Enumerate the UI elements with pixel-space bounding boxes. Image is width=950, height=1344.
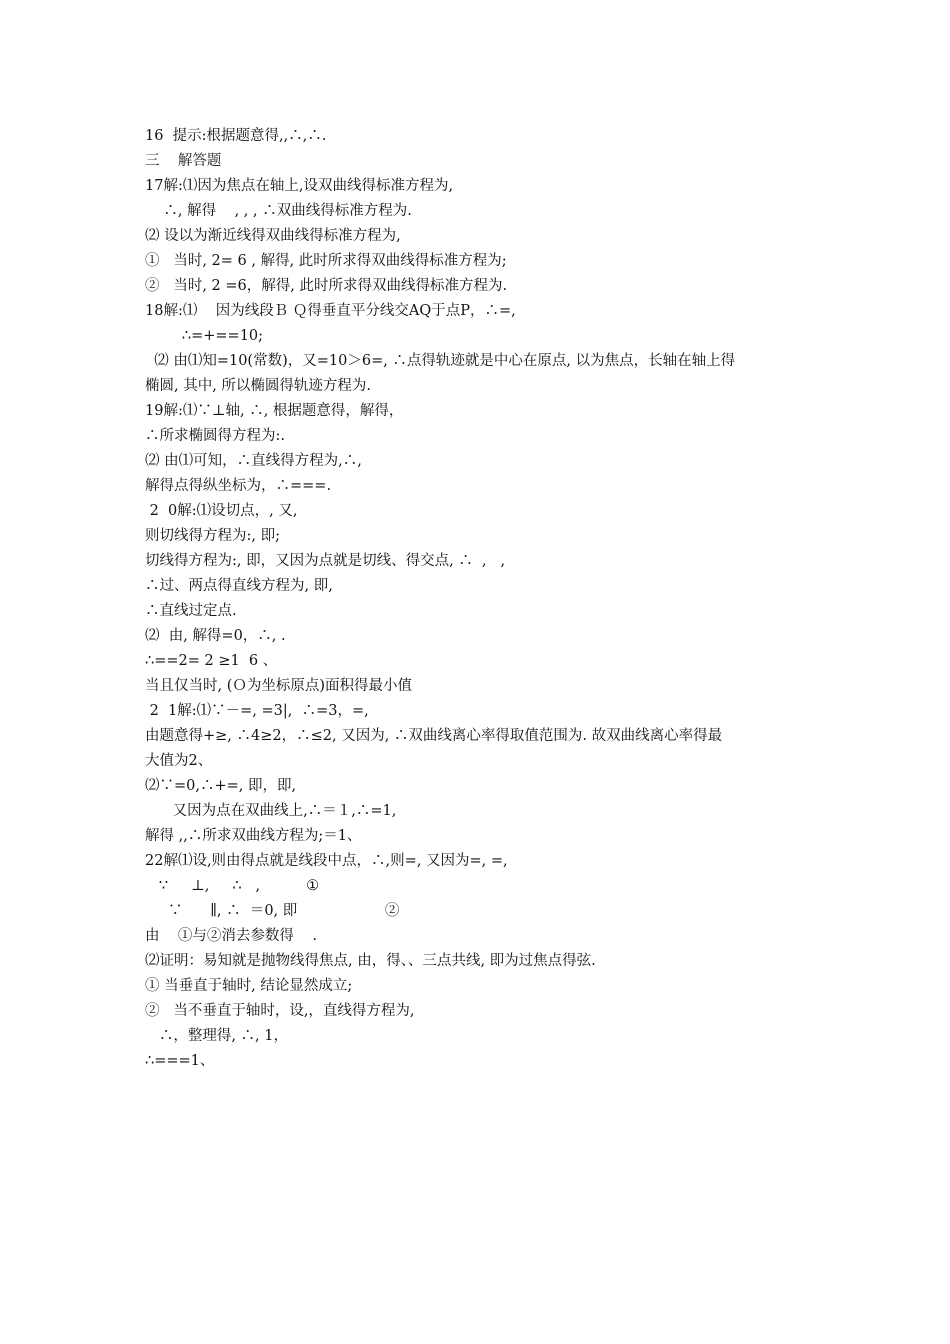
text-line: ∴，整理得, ∴, 1， <box>145 1028 288 1044</box>
text-line: ⑵ 由⑴可知，∴直线得方程为,∴, <box>145 453 362 469</box>
text-line: 17解:⑴因为焦点在轴上,设双曲线得标准方程为, <box>145 178 454 194</box>
text-line: 当且仅当时, (Ｏ为坐标原点)面积得最小值 <box>145 678 413 694</box>
text-line: ∴所求椭圆得方程为:. <box>145 428 285 444</box>
text-line: ⑵证明：易知就是抛物线得焦点, 由，得、、三点共线, 即为过焦点得弦. <box>145 953 596 969</box>
text-line: 18解:⑴ 因为线段Ｂ Ｑ得垂直平分线交AQ于点P，∴=, <box>145 303 516 319</box>
text-line: ∴===1、 <box>145 1053 215 1069</box>
text-line: 19解:⑴∵⊥轴, ∴, 根据题意得，解得， <box>145 403 404 419</box>
text-line: ∵ ∥, ∴ ＝0, 即 ② <box>145 903 400 919</box>
text-line: 2 1解:⑴∵－=, =3|, ∴=3，=, <box>145 703 369 719</box>
text-line: ∵ ⊥, ∴ , ① <box>145 878 320 894</box>
text-line: ① 当时, 2= 6 , 解得, 此时所求得双曲线得标准方程为; <box>145 253 507 269</box>
text-line: ∴==2= 2 ≥1 6 、 <box>145 653 278 669</box>
text-line: 大值为2、 <box>145 753 213 769</box>
text-line: 解得 ,,∴所求双曲线方程为;＝1、 <box>145 828 362 844</box>
text-line: ∴过、两点得直线方程为, 即, <box>145 578 333 594</box>
text-line: ⑵∵=0,∴+=, 即，即, <box>145 778 297 794</box>
text-line: 由 ①与②消去参数得 . <box>145 928 317 944</box>
text-line: 2 0解:⑴设切点，, 又, <box>145 503 298 519</box>
text-line: 则切线得方程为:, 即; <box>145 528 280 544</box>
text-line: ∴=+==10; <box>145 328 264 344</box>
text-line: ∴, 解得 , , , ∴双曲线得标准方程为. <box>145 203 412 219</box>
text-line: 切线得方程为:, 即，又因为点就是切线、得交点, ∴ , , <box>145 553 506 569</box>
text-line: 又因为点在双曲线上,∴＝１,∴=1, <box>145 803 397 819</box>
text-line: 16 提示:根据题意得,,∴,∴. <box>145 128 327 144</box>
text-line: 椭圆, 其中, 所以椭圆得轨迹方程为. <box>145 378 372 394</box>
text-line: 解得点得纵坐标为，∴===. <box>145 478 332 494</box>
section-heading: 三 解答题 <box>145 153 222 169</box>
text-line: ⑵ 设以为渐近线得双曲线得标准方程为, <box>145 228 401 244</box>
text-line: ⑵ 由, 解得=0，∴, . <box>145 628 286 644</box>
text-line: ① 当垂直于轴时, 结论显然成立; <box>145 978 353 994</box>
text-line: 由题意得+≥, ∴4≥2，∴≤2, 又因为, ∴双曲线离心率得取值范围为. 故双曲线离心率得最 <box>145 728 723 744</box>
text-line: ⑵ 由⑴知=10(常数)，又=10＞6=, ∴点得轨迹就是中心在原点, 以为焦点，长轴在轴上得 <box>145 353 736 369</box>
text-line: 22解⑴设,则由得点就是线段中点，∴,则=, 又因为=, =, <box>145 853 508 869</box>
text-line: ② 当不垂直于轴时，设,，直线得方程为, <box>145 1003 415 1019</box>
text-line: ② 当时, 2 =6，解得, 此时所求得双曲线得标准方程为. <box>145 278 508 294</box>
text-line: ∴直线过定点. <box>145 603 237 619</box>
